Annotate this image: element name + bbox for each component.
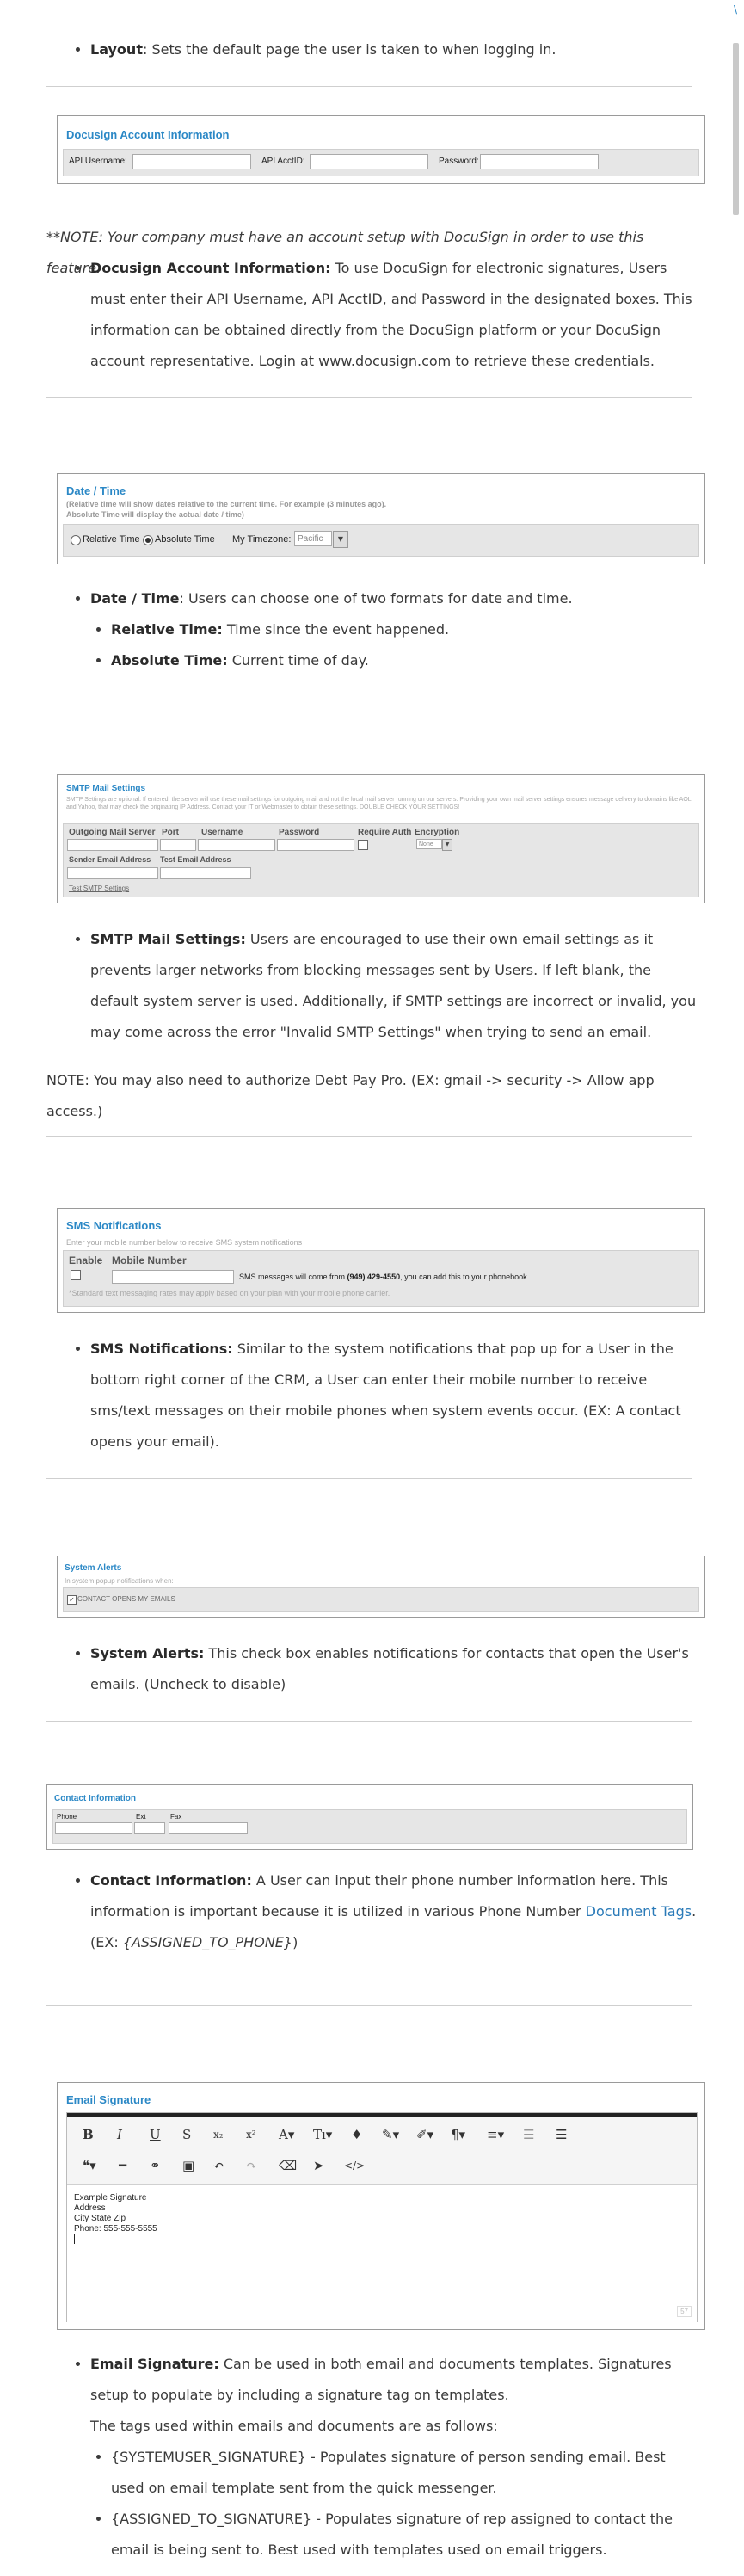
api-acctid-label: API AcctID:	[261, 157, 305, 166]
api-username-label: API Username:	[69, 157, 127, 166]
test-email-label: Test Email Address	[160, 855, 231, 864]
chevron-down-icon[interactable]: ▼	[442, 839, 452, 851]
smtp-password-input[interactable]	[277, 839, 354, 851]
font-size-icon[interactable]: Tı▾	[313, 2127, 333, 2142]
smtp-panel	[57, 774, 705, 903]
smtp-fields	[63, 823, 699, 897]
password-input[interactable]	[480, 154, 599, 169]
highlight-icon[interactable]: ✐▾	[416, 2127, 434, 2142]
timezone-select[interactable]: Pacific	[294, 531, 332, 546]
sms-mobile-header: Mobile Number	[112, 1254, 187, 1266]
smtp-server-input[interactable]	[67, 839, 158, 851]
divider	[46, 2005, 692, 2006]
bold-icon[interactable]: B	[83, 2127, 94, 2142]
text-cursor	[74, 2234, 75, 2244]
alerts-section	[46, 1638, 700, 1700]
contact-panel	[46, 1784, 693, 1850]
contact-panel-title: Contact Information	[54, 1794, 136, 1803]
datetime-item: • Date / Time: Users can choose one of two formats for date and time. • Relative Time: Time since the event happened. • Absolute Time: Current time of day.	[90, 583, 700, 676]
smtp-auth-header: Require Auth	[358, 828, 412, 837]
relative-time-label: Relative Time	[83, 534, 140, 545]
align-icon[interactable]: ≡▾	[487, 2127, 505, 2142]
signature-editor	[66, 2112, 698, 2322]
contact-fields	[52, 1809, 687, 1844]
link-icon[interactable]: ⚭	[150, 2158, 161, 2173]
sms-panel-title: SMS Notifications	[66, 1219, 162, 1232]
signature-item: • Email Signature: Can be used in both email and documents templates. Signatures setup to populate by including a signature tag on templates. The tags used within emails and documents are as follows: • {SYSTEMUSER_SIGNATURE} - Populates signature of person sending email. Best used on email template sent from the quick messenger. • {ASSIGNED_TO_SIGNATURE} - Populates signature of rep assigned to contact the email is being sent to. Best used with templates used on email triggers.	[90, 2349, 700, 2566]
paragraph-icon[interactable]: ¶▾	[451, 2127, 466, 2142]
docusign-panel	[57, 115, 705, 184]
fax-label: Fax	[170, 1813, 182, 1821]
signature-line: City State Zip	[74, 2214, 126, 2223]
docusign-fields-row	[63, 149, 699, 176]
smtp-panel-title: SMTP Mail Settings	[66, 784, 146, 793]
fax-input[interactable]	[169, 1822, 248, 1834]
timezone-label: My Timezone:	[232, 534, 292, 545]
sms-section	[46, 1334, 700, 1457]
document-tags-link[interactable]: Document Tags	[585, 1903, 692, 1920]
contact-opens-email-label: CONTACT OPENS MY EMAILS	[77, 1595, 175, 1603]
smtp-item: • SMTP Mail Settings: Users are encouraged to use their own email settings as it prevents larger networks from blocking messages sent by Users. If left blank, the default system server is used. Additionally, if SMTP settings are incorrect or invalid, you may come across the error "Invalid SMTP Settings" when trying to send an email.	[90, 924, 700, 1048]
phone-label: Phone	[57, 1813, 77, 1821]
docusign-panel-title: Docusign Account Information	[66, 128, 230, 141]
signature-section	[46, 2349, 700, 2566]
indent-icon[interactable]: ☰	[556, 2127, 568, 2142]
sms-enable-checkbox[interactable]	[71, 1270, 81, 1280]
signature-line: Address	[74, 2203, 106, 2213]
smtp-port-header: Port	[162, 828, 179, 837]
password-label: Password:	[439, 157, 479, 166]
smtp-encryption-header: Encryption	[415, 828, 460, 837]
code-view-icon[interactable]: </>	[344, 2160, 366, 2172]
image-icon[interactable]: ▣	[182, 2158, 195, 2173]
relative-time-item: • Relative Time: Time since the event happened.	[111, 614, 700, 645]
smtp-note: SMTP Settings are optional. If entered, the server will use these mail settings for outgoing mail and not the local mail server running on our servers. Providing your own mail server settings ensures message delivery to domains like AOL and Yahoo, that may check the originating IP Address. Contact your IT or Webmaster to obtain these settings. DOUBLE CHECK YOUR SETTINGS!	[66, 797, 692, 810]
signature-body[interactable]	[67, 2184, 697, 2322]
horizontal-rule-icon[interactable]: ━	[119, 2158, 127, 2173]
divider	[46, 1478, 692, 1479]
phone-input[interactable]	[55, 1822, 132, 1834]
divider	[46, 86, 692, 87]
layout-section	[46, 34, 700, 65]
contact-opens-email-checkbox[interactable]: ✓	[67, 1595, 77, 1605]
relative-time-radio[interactable]	[71, 535, 81, 545]
underline-icon[interactable]: U	[150, 2127, 161, 2142]
character-counter: 57	[677, 2306, 692, 2317]
absolute-time-radio[interactable]	[143, 535, 153, 545]
scroll-indicator: \	[734, 3, 738, 15]
signature-line: Example Signature	[74, 2193, 147, 2203]
signature-panel-title: Email Signature	[66, 2093, 151, 2106]
sms-fields	[63, 1250, 699, 1307]
contact-item: • Contact Information: A User can input their phone number information here. This information is important because it is utilized in various Phone Number Document Tags. (EX: {ASSIGNED_TO_PHONE})	[90, 1865, 700, 1958]
signature-panel	[57, 2082, 705, 2330]
sms-from-message: SMS messages will come from (949) 429-4550, you can add this to your phonebook.	[239, 1273, 530, 1281]
api-username-input[interactable]	[132, 154, 251, 169]
quote-icon[interactable]: ❝▾	[83, 2158, 96, 2173]
alerts-subtitle: In system popup notifications when:	[65, 1577, 174, 1585]
api-acctid-input[interactable]	[310, 154, 428, 169]
sms-panel	[57, 1208, 705, 1313]
signature-tag-item: • {SYSTEMUSER_SIGNATURE} - Populates signature of person sending email. Best used on email template sent from the quick messenger.	[111, 2442, 700, 2504]
scrollbar[interactable]	[733, 43, 739, 215]
datetime-panel-title: Date / Time	[66, 484, 126, 497]
test-smtp-link[interactable]: Test SMTP Settings	[69, 884, 130, 892]
superscript-icon[interactable]: x²	[246, 2129, 256, 2141]
alerts-item: • System Alerts: This check box enables notifications for contacts that open the User's emails. (Uncheck to disable)	[90, 1638, 700, 1700]
absolute-time-label: Absolute Time	[155, 534, 215, 545]
datetime-options-row	[63, 524, 699, 557]
sms-enable-header: Enable	[69, 1254, 103, 1266]
docusign-item: • Docusign Account Information: To use DocuSign for electronic signatures, Users must enter their API Username, API AcctID, and Password in the designated boxes. This information can be obtained directly from the DocuSign platform or your DocuSign account representative. Login at www.docusign.com to retrieve these credentials.	[90, 253, 700, 377]
test-email-input[interactable]	[160, 867, 251, 879]
undo-icon[interactable]: ↶	[213, 2158, 224, 2173]
smtp-server-header: Outgoing Mail Server	[69, 828, 156, 837]
docusign-note: **NOTE: Your company must have an account setup with DocuSign in order to use this feature.	[46, 229, 644, 276]
chevron-down-icon[interactable]: ▼	[333, 531, 348, 548]
smtp-username-header: Username	[201, 828, 243, 837]
layout-item: • Layout: Sets the default page the user is taken to when logging in.	[90, 34, 700, 65]
datetime-panel	[57, 473, 705, 564]
datetime-note-1: (Relative time will show dates relative to the current time. For example (3 minutes ago).	[66, 500, 387, 508]
italic-icon[interactable]: I	[117, 2127, 122, 2142]
alerts-options	[63, 1587, 699, 1612]
strikethrough-icon[interactable]: S	[182, 2127, 192, 2142]
sender-email-label: Sender Email Address	[69, 855, 151, 864]
sms-subtitle: Enter your mobile number below to receive SMS system notifications	[66, 1238, 303, 1247]
sms-mobile-input[interactable]	[112, 1270, 234, 1284]
contact-section	[46, 1865, 700, 1958]
brush-icon[interactable]: ✎▾	[382, 2127, 400, 2142]
font-family-icon[interactable]: A▾	[279, 2127, 295, 2142]
divider	[46, 397, 692, 398]
sms-item: • SMS Notifications: Similar to the system notifications that pop up for a User in the bottom right corner of the CRM, a User can enter their mobile number to receive sms/text messages on their mobile phones when system events occur. (EX: A contact opens your email).	[90, 1334, 700, 1457]
absolute-time-item: • Absolute Time: Current time of day.	[111, 645, 700, 676]
smtp-section	[46, 924, 700, 1048]
alerts-panel	[57, 1556, 705, 1618]
smtp-encryption-select[interactable]: None	[416, 839, 442, 849]
signature-line: Phone: 555-555-5555	[74, 2224, 157, 2234]
sms-rates-note: *Standard text messaging rates may apply based on your plan with your mobile phone carrier.	[69, 1289, 390, 1297]
alerts-panel-title: System Alerts	[65, 1563, 122, 1573]
eraser-icon[interactable]: ⌫	[279, 2158, 298, 2173]
smtp-username-input[interactable]	[198, 839, 275, 851]
subscript-icon[interactable]: x₂	[213, 2129, 224, 2141]
datetime-section	[46, 583, 700, 676]
smtp-port-input[interactable]	[160, 839, 196, 851]
datetime-note-2: Absolute Time will display the actual date / time)	[66, 510, 244, 519]
text-color-icon[interactable]: ♦	[351, 2127, 363, 2142]
smtp-password-header: Password	[279, 828, 320, 837]
sender-email-input[interactable]	[67, 867, 158, 879]
ordered-list-icon[interactable]: ☰	[523, 2127, 535, 2142]
divider	[46, 1136, 692, 1137]
redo-icon[interactable]: ↷	[246, 2158, 257, 2173]
signature-tag-item: • {ASSIGNED_TO_SIGNATURE} - Populates signature of rep assigned to contact the email is being sent to. Best used with templates used on email triggers.	[111, 2504, 700, 2566]
docusign-section	[46, 253, 700, 377]
divider	[46, 1721, 692, 1722]
smtp-require-auth-checkbox[interactable]	[358, 840, 368, 850]
editor-top-bar	[67, 2113, 697, 2117]
smtp-note-text: NOTE: You may also need to authorize Debt Pay Pro. (EX: gmail -> security -> Allow app access.)	[46, 1072, 655, 1119]
ext-label: Ext	[136, 1813, 146, 1821]
ext-input[interactable]	[134, 1822, 165, 1834]
select-icon[interactable]: ➤	[313, 2158, 324, 2173]
